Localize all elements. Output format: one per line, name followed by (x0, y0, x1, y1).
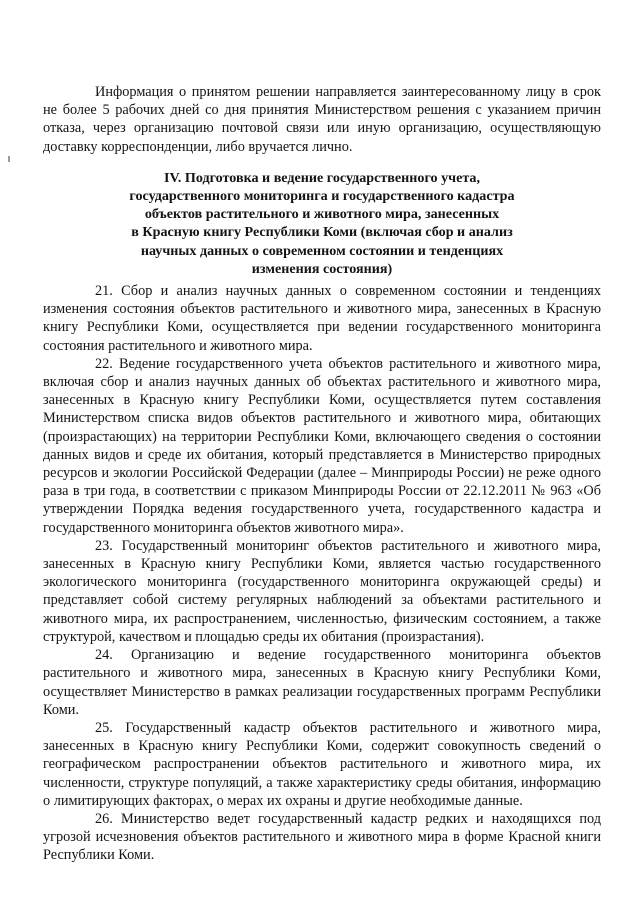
paragraph-26: 26. Министерство ведет государственный кадастр редких и находящихся под угрозой исчезновения объектов растительного и животного мира в форме Красной книги Республики Коми. (43, 810, 601, 864)
section-heading-line: научных данных о современном состоянии и тенденциях (140, 242, 504, 259)
section-heading-line: изменения состояния) (251, 260, 393, 277)
section-heading-line: в Красную книгу Республики Коми (включая сбор и анализ (131, 224, 513, 241)
scan-margin-mark (8, 156, 10, 162)
paragraph-25: 25. Государственный кадастр объектов растительного и животного мира, занесенных в Красную книгу Республики Коми, содержит совокупность сведений о географическом распространении объектов растительного и животного мира, их численности, структуре популяций, а также характеристику среды обитания, информацию о лимитирующих факторах, о мерах их охраны и другие необходимые данные. (43, 719, 601, 809)
document-page (43, 83, 601, 865)
paragraph-21: 21. Сбор и анализ научных данных о современном состоянии и тенденциях изменения состояния объектов растительного и животного мира, занесенных в Красную книгу Республики Коми, осуществляется при ведении государственного мониторинга состояния растительного и животного мира. (43, 283, 601, 354)
intro-paragraph: Информация о принятом решении направляется заинтересованному лицу в срок не более 5 рабочих дней со дня принятия Министерством решения с указанием причин отказа, через организацию почтовой связи или иную организацию, осуществляющую доставку корреспонденции, либо вручается лично. (43, 84, 601, 155)
section-heading-line: государственного мониторинга и государственного кадастра (129, 188, 515, 205)
section-heading (43, 169, 601, 278)
paragraph-24: 24. Организацию и ведение государственного мониторинга объектов растительного и животного мира, занесенных в Красную книгу Республики Коми, осуществляет Министерство в рамках реализации государственных программ Республики Коми. (43, 647, 601, 718)
section-heading-line: объектов растительного и животного мира, занесенных (144, 206, 500, 223)
paragraph-22: 22. Ведение государственного учета объектов растительного и животного мира, включая сбор и анализ научных данных об объектах растительного и животного мира, занесенных в Красную книгу Республики Коми, осуществляется путем составления Министерством списка видов объектов растительного и животного мира, обитающих (произрастающих) на территории Республики Коми, включающего сведения о состоянии данных видов и среде их обитания, который представляется в Министерство природных ресурсов и экологии Российской Федерации (далее – Минприроды России) не реже одного раза в три года, в соответствии с приказом Минприроды России от 22.12.2011 № 963 «Об утверждении Порядка ведения государственного учета, государственного кадастра и государственного мониторинга объектов животного мира». (43, 355, 601, 536)
section-heading-line: IV. Подготовка и ведение государственного учета, (164, 169, 480, 186)
paragraph-23: 23. Государственный мониторинг объектов растительного и животного мира, занесенных в Красную книгу Республики Коми, является частью государственного экологического мониторинга (государственного мониторинга окружающей среды) и представляет собой систему регулярных наблюдений за объектами растительного и животного мира, их распространением, численностью, физическим состоянием, а также структурой, качеством и площадью среды их обитания (произрастания). (43, 537, 601, 645)
